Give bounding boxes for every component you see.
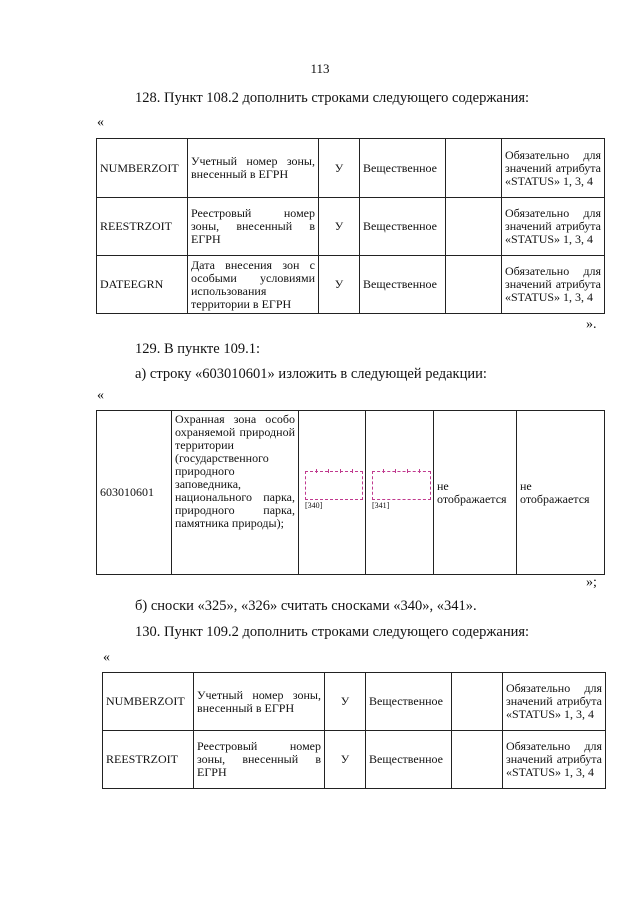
flag-cell: У [325, 673, 366, 731]
display-cell-1: не отображается [434, 411, 517, 575]
paragraph-129a: а) строку «603010601» изложить в следующей редакции: [135, 366, 487, 382]
code-cell: 603010601 [97, 411, 172, 575]
empty-cell [446, 198, 502, 256]
open-quote-3: « [103, 650, 110, 665]
close-quote-1: ». [586, 317, 597, 332]
note-cell: Обязательно для значений атрибута «STATUS» 1, 3, 4 [503, 731, 606, 789]
flag-cell: У [319, 139, 360, 198]
empty-cell [452, 731, 503, 789]
empty-cell [452, 673, 503, 731]
note-cell: Обязательно для значений атрибута «STATUS» 1, 3, 4 [502, 139, 605, 198]
attribute-table-1 [96, 138, 605, 314]
type-cell: Вещественное [366, 731, 452, 789]
note-cell: Обязательно для значений атрибута «STATUS» 1, 3, 4 [502, 198, 605, 256]
code-cell: REESTRZOIT [103, 731, 194, 789]
table-row [103, 731, 606, 789]
empty-cell [446, 139, 502, 198]
description-cell: Дата внесения зон с особыми условиями использования территории в ЕГРН [188, 256, 319, 314]
table-row [103, 673, 606, 731]
type-cell: Вещественное [360, 256, 446, 314]
flag-cell: У [319, 198, 360, 256]
empty-cell [446, 256, 502, 314]
symbol-box-340 [305, 471, 363, 500]
type-cell: Вещественное [360, 139, 446, 198]
table-row [97, 139, 605, 198]
description-cell: Охранная зона особо охраняемой природной территории (государственного природного заповедника, национального парка, природного парка, памятника природы); [172, 411, 299, 575]
page-number: 113 [310, 61, 330, 76]
attribute-table-2 [102, 672, 606, 789]
open-quote-2: « [97, 388, 104, 403]
code-cell: REESTRZOIT [97, 198, 188, 256]
code-cell: DATEEGRN [97, 256, 188, 314]
symbol-box-341 [372, 471, 431, 500]
flag-cell: У [319, 256, 360, 314]
footnote-marker-340: [340] [305, 501, 323, 510]
type-cell: Вещественное [366, 673, 452, 731]
footnote-marker-341: [341] [372, 501, 390, 510]
paragraph-130: 130. Пункт 109.2 дополнить строками следующего содержания: [135, 624, 530, 640]
description-cell: Учетный номер зоны, внесенный в ЕГРН [188, 139, 319, 198]
display-cell-2: не отображается [517, 411, 605, 575]
paragraph-129b: б) сноски «325», «326» считать сносками «340», «341». [135, 598, 477, 614]
open-quote-1: « [97, 115, 104, 130]
table-row [97, 198, 605, 256]
paragraph-128: 128. Пункт 108.2 дополнить строками следующего содержания: [135, 90, 530, 106]
description-cell: Учетный номер зоны, внесенный в ЕГРН [194, 673, 325, 731]
code-cell: NUMBERZOIT [103, 673, 194, 731]
description-cell: Реестровый номер зоны, внесенный в ЕГРН [194, 731, 325, 789]
code-cell: NUMBERZOIT [97, 139, 188, 198]
description-cell: Реестровый номер зоны, внесенный в ЕГРН [188, 198, 319, 256]
flag-cell: У [325, 731, 366, 789]
note-cell: Обязательно для значений атрибута «STATUS» 1, 3, 4 [502, 256, 605, 314]
close-quote-2: »; [586, 575, 597, 590]
paragraph-129: 129. В пункте 109.1: [135, 341, 260, 357]
note-cell: Обязательно для значений атрибута «STATUS» 1, 3, 4 [503, 673, 606, 731]
table-row [97, 256, 605, 314]
type-cell: Вещественное [360, 198, 446, 256]
